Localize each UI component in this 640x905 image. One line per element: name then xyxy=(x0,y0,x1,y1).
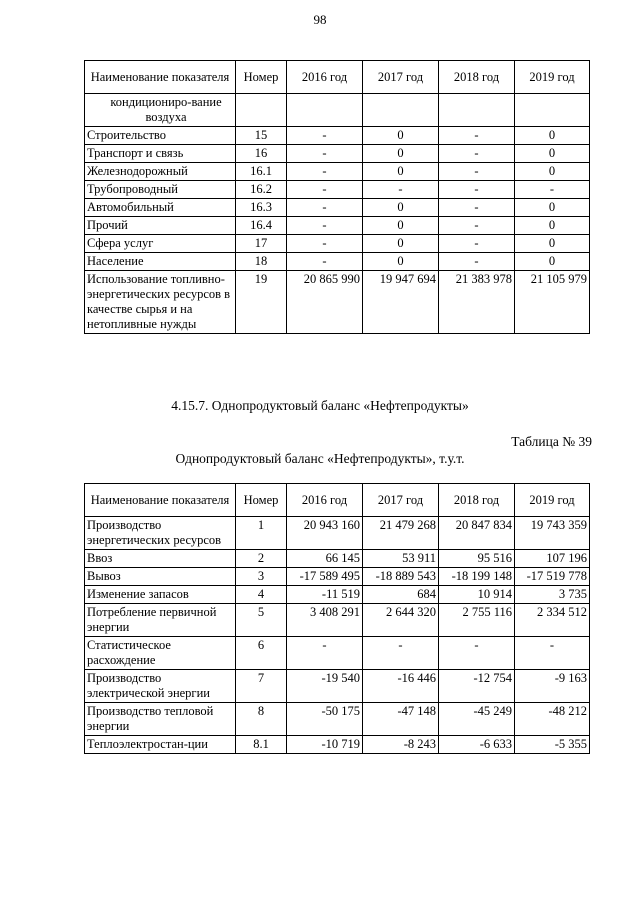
value-cell: - xyxy=(439,145,515,163)
value-cell: - xyxy=(439,637,515,670)
row-label: Производство энергетических ресурсов xyxy=(85,517,236,550)
value-cell: 684 xyxy=(363,586,439,604)
table-cell xyxy=(236,94,287,127)
row-label: Железнодорожный xyxy=(85,163,236,181)
row-number: 15 xyxy=(236,127,287,145)
row-number: 2 xyxy=(236,550,287,568)
header-2018: 2018 год xyxy=(439,61,515,94)
value-cell: 0 xyxy=(515,199,590,217)
value-cell: 53 911 xyxy=(363,550,439,568)
row-number: 18 xyxy=(236,253,287,271)
row-label: Строительство xyxy=(85,127,236,145)
row-number: 7 xyxy=(236,670,287,703)
value-cell: 0 xyxy=(515,127,590,145)
row-number: 16.1 xyxy=(236,163,287,181)
value-cell: 66 145 xyxy=(287,550,363,568)
table-row xyxy=(85,568,590,586)
value-cell: -50 175 xyxy=(287,703,363,736)
row-label: Производство электрической энергии xyxy=(85,670,236,703)
table-row xyxy=(85,217,590,235)
value-cell: - xyxy=(439,217,515,235)
section-title: 4.15.7. Однопродуктовый баланс «Нефтепродукты» xyxy=(171,398,469,413)
table-row xyxy=(85,163,590,181)
row-number: 3 xyxy=(236,568,287,586)
value-cell: - xyxy=(287,253,363,271)
row-label: Потребление первичной энергии xyxy=(85,604,236,637)
value-cell: 20 865 990 xyxy=(287,271,363,334)
value-cell: - xyxy=(363,181,439,199)
value-cell: - xyxy=(439,181,515,199)
value-cell: -6 633 xyxy=(439,736,515,754)
header-2019: 2019 год xyxy=(515,61,590,94)
value-cell: -10 719 xyxy=(287,736,363,754)
value-cell: -17 589 495 xyxy=(287,568,363,586)
value-cell: 0 xyxy=(363,127,439,145)
header-indicator: Наименование показателя xyxy=(85,484,236,517)
row-label: Трубопроводный xyxy=(85,181,236,199)
value-cell: 2 755 116 xyxy=(439,604,515,637)
table-caption: Однопродуктовый баланс «Нефтепродукты», т.у.т. xyxy=(175,451,465,466)
row-label: Вывоз xyxy=(85,568,236,586)
value-cell: -16 446 xyxy=(363,670,439,703)
value-cell: - xyxy=(439,235,515,253)
header-2016: 2016 год xyxy=(287,61,363,94)
table-row xyxy=(85,127,590,145)
header-2019: 2019 год xyxy=(515,484,590,517)
value-cell: 2 644 320 xyxy=(363,604,439,637)
value-cell: -17 519 778 xyxy=(515,568,590,586)
row-number: 16.2 xyxy=(236,181,287,199)
row-label: Ввоз xyxy=(85,550,236,568)
table-header-row xyxy=(85,61,590,94)
table-row xyxy=(85,604,590,637)
row-label: Использование топливно-энергетических ресурсов в качестве сырья и на нетопливные нужды xyxy=(85,271,236,334)
table-row xyxy=(85,517,590,550)
consumption-table xyxy=(84,60,590,334)
header-2018: 2018 год xyxy=(439,484,515,517)
value-cell: 0 xyxy=(363,145,439,163)
value-cell: 0 xyxy=(363,163,439,181)
value-cell: - xyxy=(287,127,363,145)
table-cell xyxy=(439,94,515,127)
value-cell: - xyxy=(287,637,363,670)
table-row xyxy=(85,181,590,199)
table-row xyxy=(85,703,590,736)
table-row xyxy=(85,736,590,754)
row-number: 5 xyxy=(236,604,287,637)
value-cell: 19 743 359 xyxy=(515,517,590,550)
value-cell: -18 889 543 xyxy=(363,568,439,586)
header-2017: 2017 год xyxy=(363,61,439,94)
row-label: Население xyxy=(85,253,236,271)
table-number: Таблица № 39 xyxy=(511,434,592,449)
balance-table xyxy=(84,483,590,754)
header-2016: 2016 год xyxy=(287,484,363,517)
value-cell: - xyxy=(287,199,363,217)
value-cell: -45 249 xyxy=(439,703,515,736)
value-cell: 19 947 694 xyxy=(363,271,439,334)
table-header-row xyxy=(85,484,590,517)
value-cell: 21 105 979 xyxy=(515,271,590,334)
table-row xyxy=(85,271,590,334)
row-label: Изменение запасов xyxy=(85,586,236,604)
table-row xyxy=(85,145,590,163)
value-cell: - xyxy=(363,637,439,670)
value-cell: 107 196 xyxy=(515,550,590,568)
value-cell: 0 xyxy=(363,253,439,271)
table-cell xyxy=(363,94,439,127)
value-cell: - xyxy=(287,181,363,199)
table-row xyxy=(85,550,590,568)
table-row xyxy=(85,199,590,217)
value-cell: - xyxy=(287,217,363,235)
row-number: 16 xyxy=(236,145,287,163)
table-row xyxy=(85,670,590,703)
value-cell: -18 199 148 xyxy=(439,568,515,586)
table-row xyxy=(85,253,590,271)
page-number: 98 xyxy=(313,12,327,27)
row-number: 1 xyxy=(236,517,287,550)
value-cell: - xyxy=(439,253,515,271)
value-cell: -5 355 xyxy=(515,736,590,754)
header-2017: 2017 год xyxy=(363,484,439,517)
value-cell: -11 519 xyxy=(287,586,363,604)
value-cell: - xyxy=(439,199,515,217)
continued-label: кондициониро-вание воздуха xyxy=(85,94,236,127)
table-row xyxy=(85,637,590,670)
row-number: 16.3 xyxy=(236,199,287,217)
value-cell: - xyxy=(439,163,515,181)
value-cell: 3 408 291 xyxy=(287,604,363,637)
value-cell: 20 943 160 xyxy=(287,517,363,550)
header-indicator: Наименование показателя xyxy=(85,61,236,94)
value-cell: - xyxy=(515,181,590,199)
row-number: 8.1 xyxy=(236,736,287,754)
table-cell xyxy=(287,94,363,127)
row-number: 6 xyxy=(236,637,287,670)
table-cell xyxy=(515,94,590,127)
row-label: Сфера услуг xyxy=(85,235,236,253)
value-cell: 0 xyxy=(515,253,590,271)
value-cell: 0 xyxy=(363,199,439,217)
value-cell: 0 xyxy=(515,145,590,163)
value-cell: -12 754 xyxy=(439,670,515,703)
value-cell: 0 xyxy=(515,163,590,181)
row-label: Статистическое расхождение xyxy=(85,637,236,670)
row-number: 16.4 xyxy=(236,217,287,235)
row-label: Теплоэлектростан-ции xyxy=(85,736,236,754)
value-cell: - xyxy=(287,235,363,253)
value-cell: -48 212 xyxy=(515,703,590,736)
value-cell: 2 334 512 xyxy=(515,604,590,637)
table-row-continued xyxy=(85,94,590,127)
row-label: Транспорт и связь xyxy=(85,145,236,163)
row-label: Прочий xyxy=(85,217,236,235)
value-cell: 10 914 xyxy=(439,586,515,604)
row-number: 19 xyxy=(236,271,287,334)
value-cell: - xyxy=(515,637,590,670)
row-label: Автомобильный xyxy=(85,199,236,217)
value-cell: - xyxy=(287,145,363,163)
row-label: Производство тепловой энергии xyxy=(85,703,236,736)
value-cell: 0 xyxy=(363,235,439,253)
header-number: Номер xyxy=(236,484,287,517)
value-cell: 0 xyxy=(515,217,590,235)
value-cell: 21 383 978 xyxy=(439,271,515,334)
value-cell: 3 735 xyxy=(515,586,590,604)
value-cell: -47 148 xyxy=(363,703,439,736)
row-number: 8 xyxy=(236,703,287,736)
table-row xyxy=(85,586,590,604)
row-number: 17 xyxy=(236,235,287,253)
value-cell: 0 xyxy=(515,235,590,253)
value-cell: 21 479 268 xyxy=(363,517,439,550)
value-cell: 95 516 xyxy=(439,550,515,568)
value-cell: 20 847 834 xyxy=(439,517,515,550)
value-cell: -19 540 xyxy=(287,670,363,703)
value-cell: -9 163 xyxy=(515,670,590,703)
table-row xyxy=(85,235,590,253)
row-number: 4 xyxy=(236,586,287,604)
value-cell: -8 243 xyxy=(363,736,439,754)
value-cell: 0 xyxy=(363,217,439,235)
value-cell: - xyxy=(439,127,515,145)
header-number: Номер xyxy=(236,61,287,94)
value-cell: - xyxy=(287,163,363,181)
